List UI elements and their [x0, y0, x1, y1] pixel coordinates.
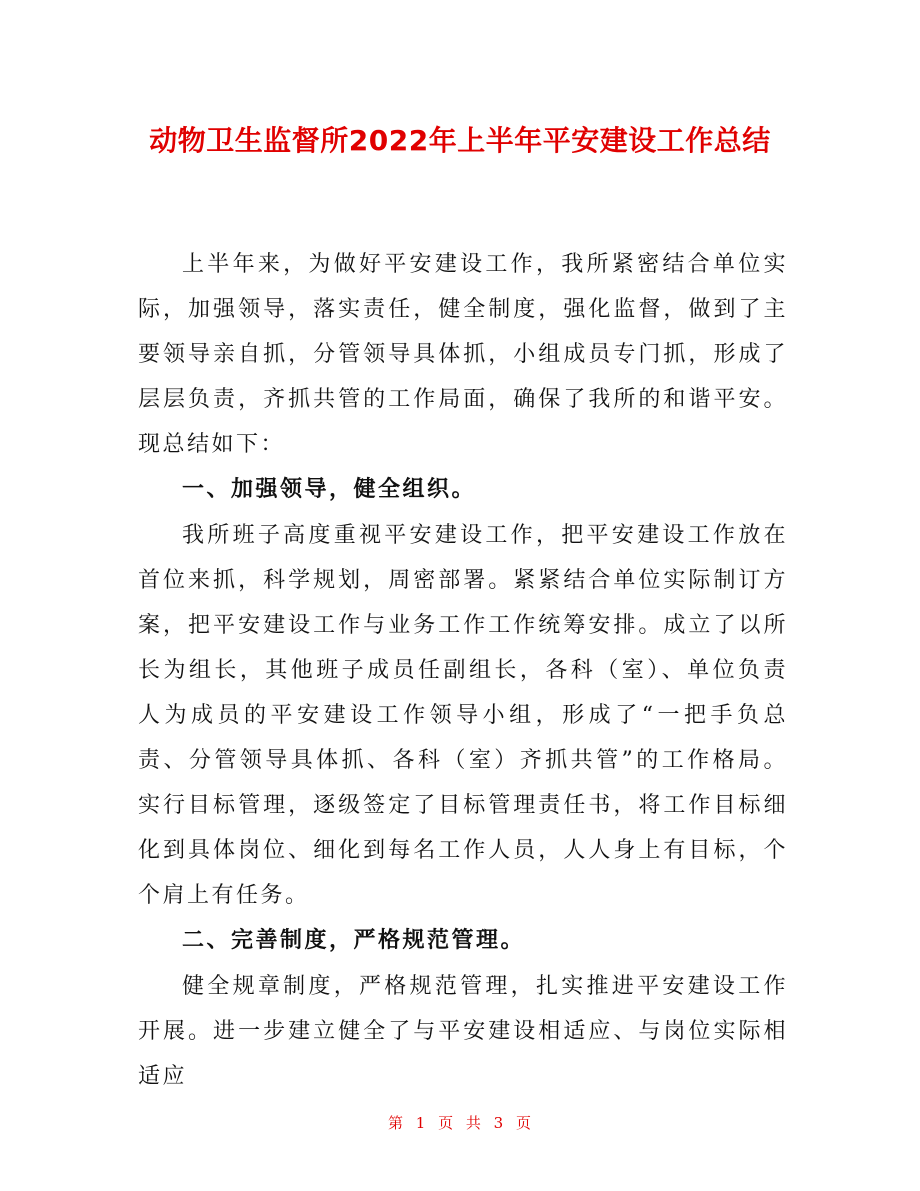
document-body — [138, 242, 788, 1099]
page-number-footer: 第 1 页 共 3 页 — [388, 1114, 532, 1132]
document-title: 动物卫生监督所2022年上半年平安建设工作总结 — [149, 124, 771, 157]
intro-paragraph: 上半年来，为做好平安建设工作，我所紧密结合单位实际，加强领导，落实责任，健全制度，强化监督，做到了主要领导亲自抓，分管领导具体抓，小组成员专门抓，形成了层层负责，齐抓共管的工作局面，确保了我所的和谐平安。现总结如下： — [138, 252, 788, 457]
section-heading-2: 二、完善制度，严格规范管理。 — [182, 928, 526, 953]
section-heading-1: 一、加强领导，健全组织。 — [182, 477, 477, 502]
section-2-paragraph: 健全规章制度，严格规范管理，扎实推进平安建设工作开展。进一步建立健全了与平安建设相适应、与岗位实际相适应 — [138, 974, 788, 1089]
section-1-paragraph: 我所班子高度重视平安建设工作，把平安建设工作放在首位来抓，科学规划，周密部署。紧紧结合单位实际制订方案，把平安建设工作与业务工作工作统筹安排。成立了以所长为组长，其他班子成员任副组长，各科（室）、单位负责人为成员的平安建设工作领导小组，形成了“一把手负总责、分管领导具体抓、各科（室）齐抓共管”的工作格局。实行目标管理，逐级签定了目标管理责任书，将工作目标细化到具体岗位、细化到每名工作人员，人人身上有目标，个个肩上有任务。 — [138, 523, 788, 908]
